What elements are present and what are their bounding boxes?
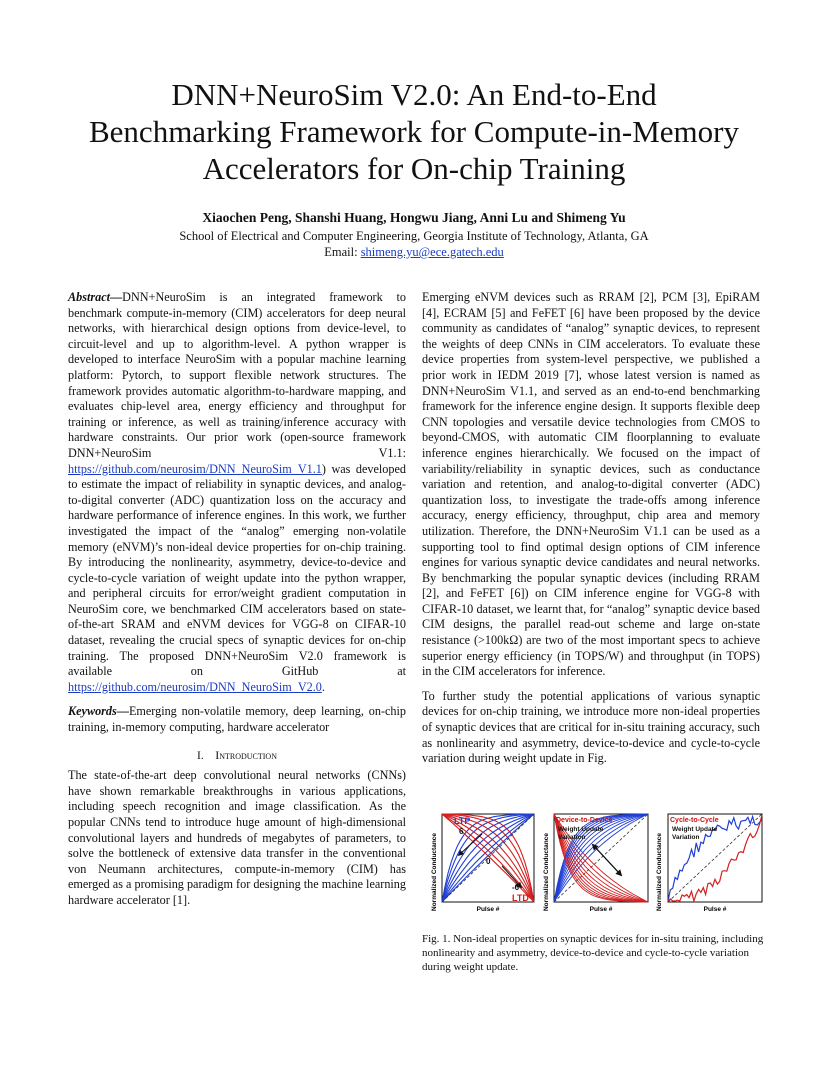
panel3-title: Cycle-to-Cycle (670, 817, 719, 824)
email-line (40, 245, 788, 260)
abstract (68, 290, 406, 695)
figure-caption: Fig. 1. Non-ideal properties on synaptic devices for in-situ training, including nonlinearity and asymmetry, device-to-device and cycle-to-cycle variation during weight update. (422, 933, 764, 973)
panel1-xlabel: Pulse # (476, 906, 500, 913)
keywords-dash: — (116, 704, 129, 719)
keywords (68, 704, 406, 735)
abstract-label: Abstract (68, 290, 110, 304)
panel2-sub1: Weight Update (558, 826, 604, 833)
email-link[interactable]: shimeng.yu@ece.gatech.edu (360, 245, 504, 259)
email-label: Email: (324, 245, 361, 259)
panel1-num-mid: 0 (486, 857, 491, 866)
panel3-sub2: Variation (672, 834, 700, 841)
title-line-1: DNN+NeuroSim V2.0: An End-to-End (171, 77, 657, 112)
panel1-ltd-label: LTD (512, 893, 529, 903)
title-line-3: Accelerators for On-chip Training (202, 151, 626, 186)
panel3-xlabel: Pulse # (703, 906, 727, 913)
affiliation: School of Electrical and Computer Engineering, Georgia Institute of Technology, Atlanta, GA (179, 229, 649, 243)
section-heading-introduction (68, 748, 406, 765)
panel-cycle-to-cycle (656, 814, 762, 913)
panel2-ylabel: Normalized Conductance (543, 832, 550, 912)
panel2-xlabel: Pulse # (589, 906, 613, 913)
panel1-num-bot: -6 (512, 883, 520, 892)
neurosim-v11-link[interactable]: https://github.com/neurosim/DNN_NeuroSim_V1.1 (68, 461, 322, 476)
left-column (68, 290, 406, 909)
paper-title (40, 76, 788, 187)
panel2-sub2: Variation (558, 834, 586, 841)
section-title: Introduction (215, 747, 277, 762)
abstract-text-1: DNN+NeuroSim is an integrated framework to benchmark compute-in-memory (CIM) accelerators for deep neural networks, with hierarchical design options from device-level, to circuit-level and up to algorithm-level. A python wrapper is developed to interface NeuroSim with a popular machine learning platform: Pytorch, to support flexible network structures. The framework provides automatic algorithm-to-hardware mapping, and evaluates chip-level area, energy efficiency and throughput for training or inference, as well as training/inference accuracy with hardware constraints. Our prior work (open-source framework DNN+NeuroSim V1.1: (68, 290, 406, 460)
figure-1 (430, 812, 766, 928)
abstract-text-3: . (321, 679, 325, 694)
abstract-text-2: ) was developed to estimate the impact of reliability in synaptic devices, and analog-to-digital converter (ADC) quantization loss on the accuracy and hardware performance of inference engines. In this work, we further investigated the impact of the “analog” emerging non-volatile memory (eNVM)’s non-ideal device properties for on-chip training. By introducing the nonlinearity, asymmetry, device-to-device and cycle-to-cycle variation of weight update into the python wrapper, and peripheral circuits for error/weight gradient computation in NeuroSim core, we benchmarked CIM accelerators based on state-of-the-art SRAM and eNVM devices for VGG-8 on CIFAR-10 dataset, revealing the crucial specs of synaptic devices for on-chip training. The proposed DNN+NeuroSim V2.0 framework is available on GitHub at (68, 461, 406, 679)
right-paragraph-2: To further study the potential applications of various synaptic devices for on-chip training, we introduce more non-ideal properties of synaptic devices that are critical for in-situ training accuracy, such as nonlinearity and asymmetry, device-to-device and cycle-to-cycle variation during weight update in Fig. (422, 688, 760, 766)
neurosim-v20-link[interactable]: https://github.com/neurosim/DNN_NeuroSim_V2.0 (68, 679, 322, 694)
panel3-ylabel: Normalized Conductance (656, 832, 663, 912)
panel1-num-top: 6 (459, 827, 464, 836)
panel1-ltp-label: LTP (454, 816, 471, 826)
panel-nonlinearity (431, 814, 534, 913)
panel-device-to-device (543, 814, 648, 913)
right-column (422, 290, 760, 767)
author-list: Xiaochen Peng, Shanshi Huang, Hongwu Jiang, Anni Lu and Shimeng Yu (202, 210, 626, 225)
keywords-label: Keywords (68, 704, 117, 719)
abstract-dash: — (109, 290, 123, 304)
introduction-paragraph: The state-of-the-art deep convolutional neural networks (CNNs) have shown remarkable breakthroughs in various applications, including speech recognition and image classification. As the popular CNNs tend to introduce huge amount of high-dimensional convolutional layers and hundreds of megabytes of parameters, to solve the bottleneck of extensive data transfer in the conventional von Neumann architectures, compute-in-memory (CIM) has emerged as a promising paradigm for designing the machine learning hardware accelerator [1]. (68, 768, 406, 907)
panel3-sub1: Weight Update (672, 826, 718, 833)
title-line-2: Benchmarking Framework for Compute-in-Memory (89, 114, 739, 149)
right-paragraph-1: Emerging eNVM devices such as RRAM [2], PCM [3], EpiRAM [4], ECRAM [5] and FeFET [6] have been proposed by the device community as candidates of “analog” synaptic devices, to represent the weights of deep CNNs in CIM accelerators. To evaluate these device properties from system-level perspective, we published a prior work in IEDM 2019 [7], whose latest version is named as DNN+NeuroSim V1.1, and served as an end-to-end benchmarking framework for the inference engine design. It supports flexible deep CNN topologies and versatile device technologies from CMOS to beyond-CMOS, with automatic CIM floorplanning to evaluate inference engines hierarchically. We focused on the impact of variability/reliability in synaptic devices, such as conductance variation and retention, and analog-to-digital converter (ADC) quantization loss, to investigate the trade-offs among inference accuracy, energy efficiency, throughput, chip area and memory utilization. Therefore, the DNN+NeuroSim V1.1 can be used as a supporting tool to find optimal design options of CIM inference engines for various synaptic device candidates and neural networks. By benchmarking the popular synaptic devices (including RRAM [2], and FeFET [6]) on CIM inference engine for VGG-8 with CIFAR-10 dataset, we learnt that, for “analog” synaptic device based CIM designs, the parallel read-out scheme and large on-state resistance (>100kΩ) are two of the most important specs to achieve superior energy efficiency (in TOPS/W) and throughput (in TOPS) in the CIM accelerators for inference. (422, 290, 760, 679)
section-number: I. (197, 749, 204, 762)
keywords-text: Emerging non-volatile memory, deep learning, on-chip training, in-memory computing, hardware accelerator (68, 704, 406, 735)
panel2-title: Device-to-Device (556, 817, 613, 824)
panel1-ylabel: Normalized Conductance (431, 832, 438, 912)
